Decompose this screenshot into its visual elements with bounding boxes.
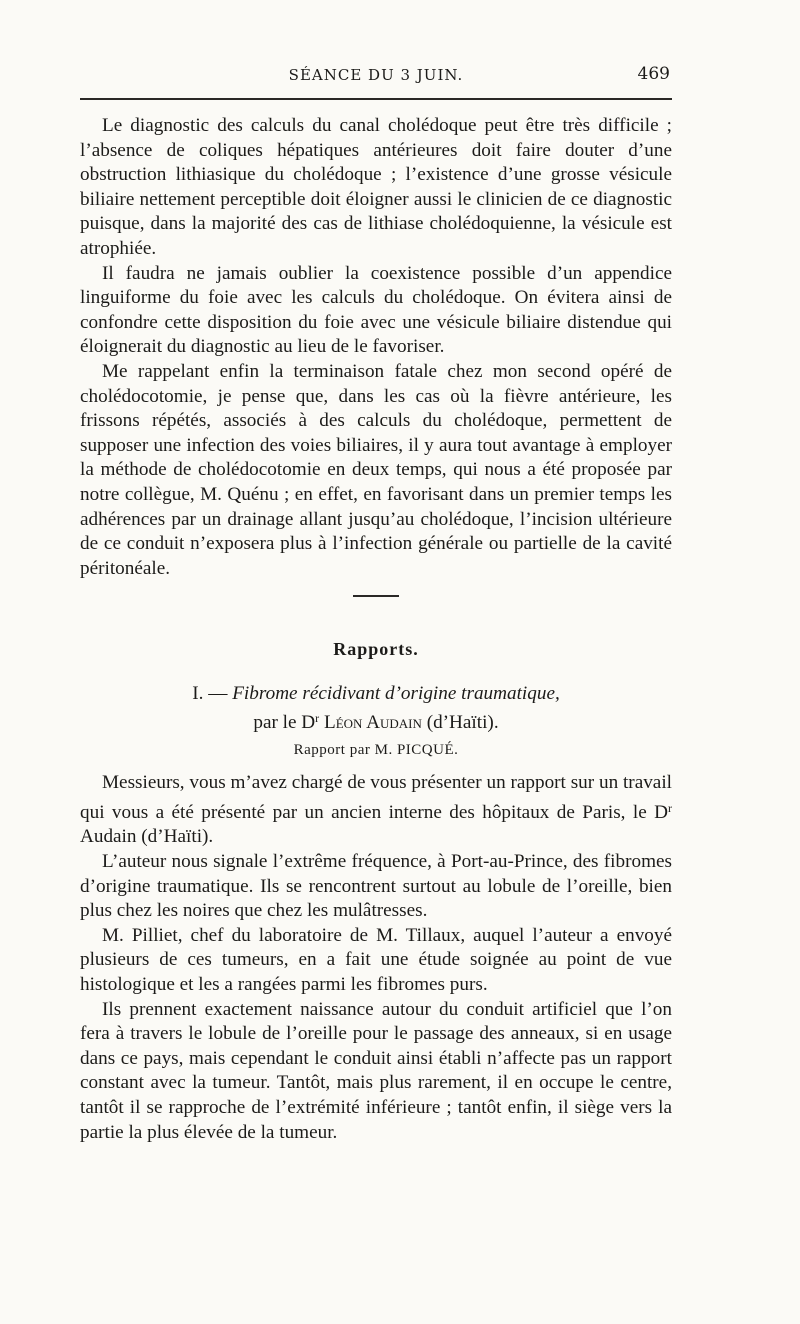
report-number: I. —	[192, 683, 228, 705]
section-heading: Rapports.	[333, 639, 419, 660]
author-origin: (d’Haïti).	[426, 712, 499, 734]
paragraph-messieurs	[80, 771, 672, 850]
running-head	[80, 64, 672, 90]
paragraph-appendice: Il faudra ne jamais oublier la coexistence possible d’un appendice linguiforme du foie avec les calculs du cholédoque. On évitera ainsi de confondre cette disposition du foie avec une vésicule biliaire distendue qui éloignerait du diagnostic au lieu de le favoriser.	[80, 262, 672, 358]
doctor-title-sup: r	[668, 800, 672, 815]
author-name: Léon Audain	[323, 712, 422, 734]
reporter-prefix: Rapport par M.	[293, 742, 393, 759]
paragraph-messieurs-end: Audain (d’Haïti).	[80, 826, 214, 848]
report-author-line	[80, 706, 672, 735]
page-number: 469	[637, 64, 670, 84]
paragraph-cholédocotomie: Me rappelant enfin la terminaison fatale chez mon second opéré de cholédocotomie, je pense que, dans les cas où la fièvre antérieure, les frissons répétés, associés à des calculs du cholédoque, permettent de supposer une infection des voies biliaires, il y aura tout avantage à employer la méthode de cholédocotomie en deux temps, qui nous a été proposée par notre collègue, M. Quénu ; en effet, en favorisant dans un premier temps les adhérences par un drainage allant jusqu’au cholédoque, l’incision ultérieure de ce conduit n’exposera plus à l’infection générale ou partielle de la cavité péritonéale.	[80, 360, 672, 579]
body-text	[80, 114, 672, 1145]
paragraph-messieurs-text: Messieurs, vous m’avez chargé de vous présenter un rapport sur un travail qui vous a été présenté par un ancien interne des hôpitaux de Paris, le D	[80, 772, 672, 823]
author-prefix: par le D	[253, 712, 316, 734]
paragraph-frequence: L’auteur nous signale l’extrême fréquence, à Port-au-Prince, des fibromes d’origine traumatique. Ils se rencontrent surtout au lobule de l’oreille, bien plus chez les noires que chez les mulâtresses.	[80, 851, 672, 922]
header-rule	[80, 98, 672, 100]
paragraph-pilliet: M. Pilliet, chef du laboratoire de M. Tillaux, auquel l’auteur a envoyé plusieurs de ces tumeurs, en a fait une étude soignée au point de vue histologique et les a rangées parmi les fibromes purs.	[80, 924, 672, 996]
report-title	[80, 681, 672, 706]
paragraph-conduit: Ils prennent exactement naissance autour du conduit artificiel que l’on fera à travers le lobule de l’oreille pour le passage des anneaux, si en usage dans ce pays, mais cependant le conduit ainsi établi n’affecte pas un rapport constant avec la tumeur. Tantôt, mais plus rarement, il en occupe le centre, tantôt il se rapproche de l’extrémité inférieure ; tantôt enfin, il siège vers la partie la plus élevée de la tumeur.	[80, 998, 672, 1143]
report-title-text: Fibrome récidivant d’origine traumatique,	[232, 683, 560, 705]
running-head-title: SÉANCE DU 3 JUIN.	[288, 66, 464, 84]
reporter-line	[80, 739, 672, 761]
section-divider	[353, 595, 399, 597]
author-title-sup: r	[315, 711, 320, 726]
reporter-name: PICQUÉ.	[396, 742, 459, 759]
paragraph-diagnostic: Le diagnostic des calculs du canal cholédoque peut être très difficile ; l’absence de coliques hépatiques antérieures doit faire douter d’une obstruction lithiasique du cholédoque ; l’existence d’une grosse vésicule biliaire nettement perceptible doit éloigner aussi le clinicien de ce diagnostic puisque, dans la majorité des cas de lithiase cholédoquienne, la vésicule est atrophiée.	[80, 115, 672, 259]
